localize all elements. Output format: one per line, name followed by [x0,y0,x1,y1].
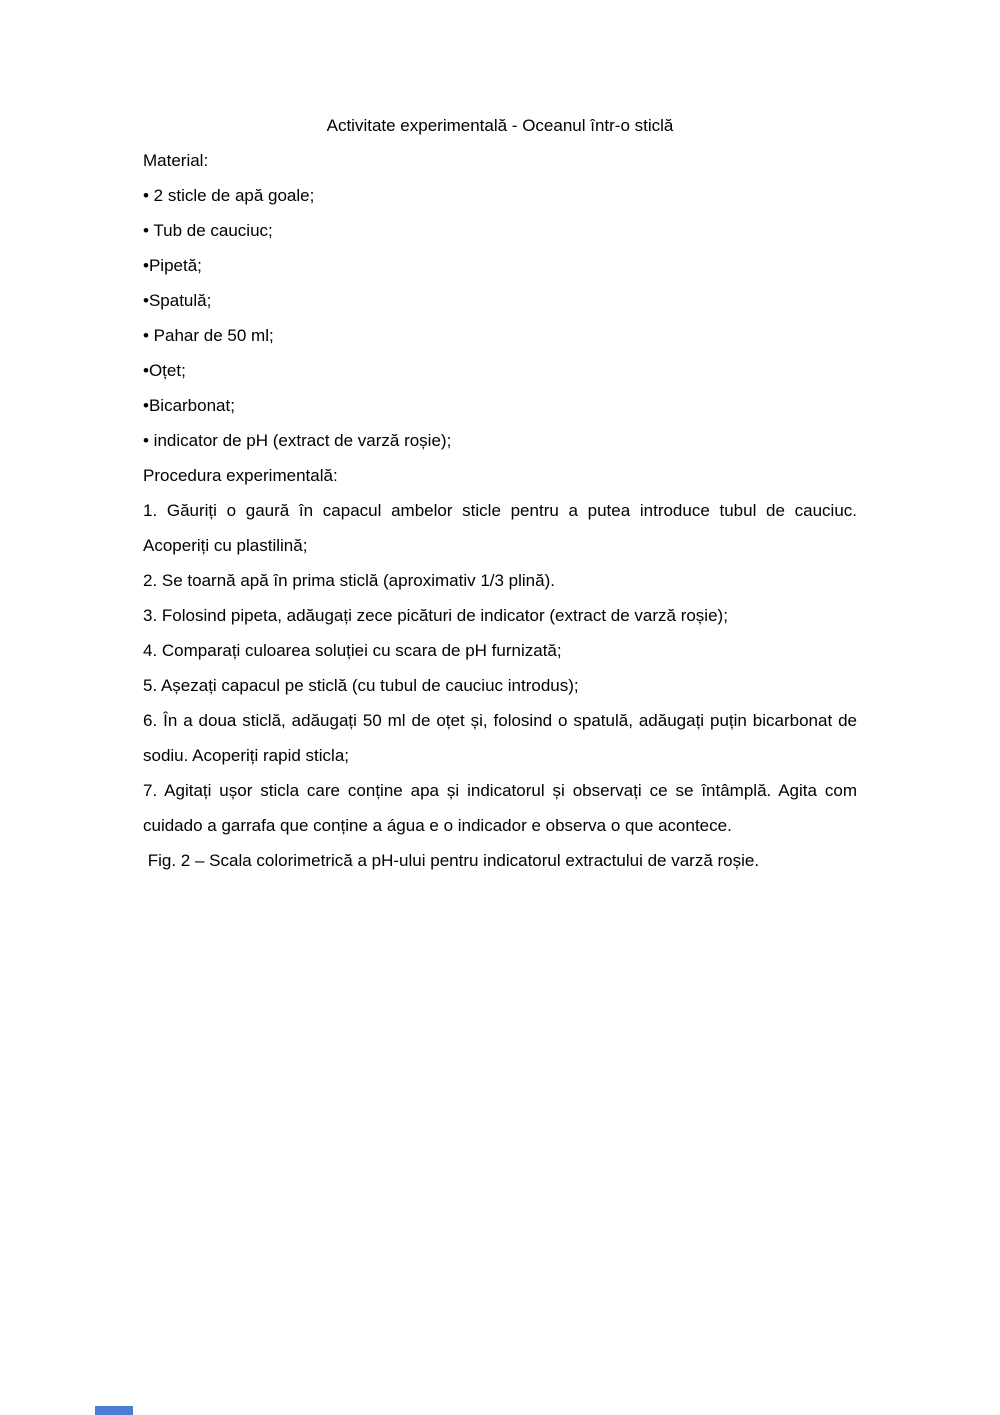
procedure-heading: Procedura experimentală: [143,466,338,485]
material-item: • 2 sticle de apă goale; [143,186,315,205]
material-item: •Pipetă; [143,256,202,275]
procedure-step-5: 5. Așezați capacul pe sticlă (cu tubul de cauciuc introdus); [143,676,579,695]
document-title: Activitate experimentală - Oceanul într-o sticlă [326,116,674,135]
procedure-step-2: 2. Se toarnă apă în prima sticlă (aproximativ 1/3 plină). [143,571,555,590]
material-item: • Tub de cauciuc; [143,221,273,240]
material-item: • Pahar de 50 ml; [143,326,274,345]
material-item: • indicator de pH (extract de varză roșie); [143,431,452,450]
procedure-step-4: 4. Comparați culoarea soluției cu scara de pH furnizată; [143,641,562,660]
procedure-step-7: 7. Agitați ușor sticla care conține apa și indicatorul și observați ce se întâmplă. Agita com cuidado a garrafa que conține a água e o indicador e observa o que acontece. [143,781,857,835]
material-item: •Oțet; [143,361,186,380]
material-item: •Spatulă; [143,291,212,310]
material-item: •Bicarbonat; [143,396,235,415]
figure-caption: Fig. 2 – Scala colorimetrică a pH-ului pentru indicatorul extractului de varză roșie. [143,851,760,870]
figure-image-sliver [95,1406,133,1415]
procedure-step-1: 1. Găuriți o gaură în capacul ambelor sticle pentru a putea introduce tubul de cauciuc. Acoperiți cu plastilină; [143,501,857,555]
materials-heading: Material: [143,151,209,170]
procedure-step-6: 6. În a doua sticlă, adăugați 50 ml de oțet și, folosind o spatulă, adăugați puțin bicarbonat de sodiu. Acoperiți rapid sticla; [143,711,857,765]
procedure-step-3: 3. Folosind pipeta, adăugați zece picături de indicator (extract de varză roșie); [143,606,728,625]
